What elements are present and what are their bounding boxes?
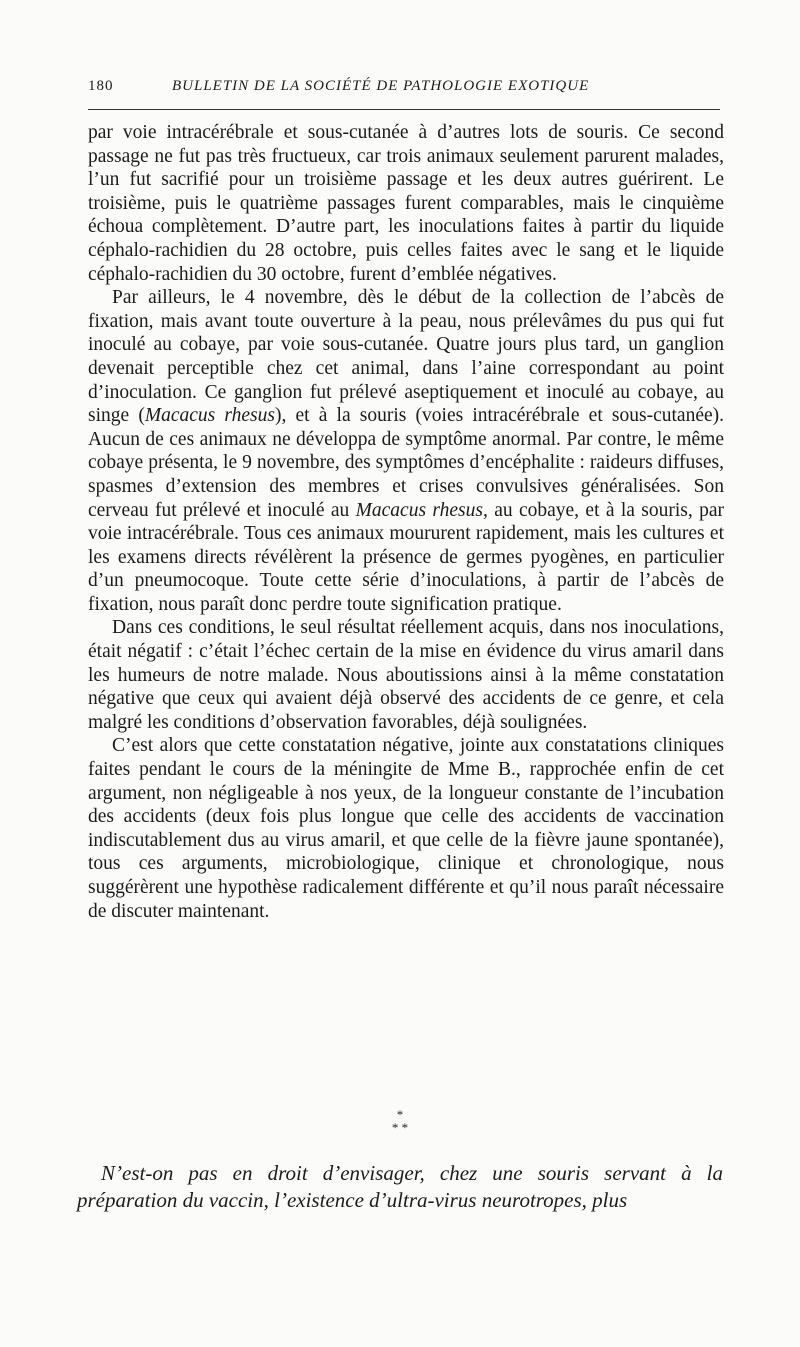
section-separator: [380, 1108, 420, 1134]
paragraph-1: par voie intracérébrale et sous-cutanée à d’autres lots de souris. Ce second passage ne fut pas très fructueux, car trois animaux seulement parurent malades, l’un fut sacrifié pour un troisième passage et les deux autres guérirent. Le troisième, puis le quatrième passages furent comparables, mais le cinquième échoua complètement. D’autre part, les inoculations faites à partir du liquide céphalo-rachidien du 28 octobre, puis celles faites avec le sang et le liquide céphalo-rachidien du 30 octobre, furent d’emblée négatives.: [88, 122, 724, 285]
paragraph-2-part-b: ), et à la souris (voies intracérébrale et sous-cutanée). Aucun de ces animaux ne développa de symptôme anormal. Par contre, le même cobaye présenta, le 9 novembre, des symptômes d’encéphalite : raideurs diffuses, spasmes d’extension des membres et crises convulsives généralisées. Son cerveau fut prélevé et inoculé au: [88, 405, 724, 521]
running-title: BULLETIN DE LA SOCIÉTÉ DE PATHOLOGIE EXOTIQUE: [172, 78, 590, 94]
header-rule: [88, 109, 720, 110]
separator-star-bottom: * *: [391, 1120, 409, 1135]
article-body: [88, 121, 724, 923]
paragraph-2-part-c: , au cobaye, et à la souris, par voie intracérébrale. Tous ces animaux moururent rapidement, mais les cultures et les examens directs révélèrent la présence de germes pyogènes, en particulier d’un pneumocoque. Toute cette série d’inoculations, à partir de l’abcès de fixation, nous paraît donc perdre toute signification pratique.: [88, 499, 724, 615]
italic-question-text: N’est-on pas en droit d’envisager, chez une souris servant à la préparation du vaccin, l’existence d’ultra-virus neurotropes, plus: [77, 1161, 723, 1212]
paragraph-3: Dans ces conditions, le seul résultat réellement acquis, dans nos inoculations, était négatif : c’était l’échec certain de la mise en évidence du virus amaril dans les humeurs de notre malade. Nous aboutissions ainsi à la même constatation négative que ceux qui avaient déjà observé des accidents de ce genre, et cela malgré les conditions d’observation favorables, déjà soulignées.: [88, 617, 724, 733]
paragraph-2-part-a: Par ailleurs, le 4 novembre, dès le début de la collection de l’abcès de fixation, mais avant toute ouverture à la peau, nous prélevâmes du pus qui fut inoculé au cobaye, par voie sous-cutanée. Quatre jours plus tard, un ganglion devenait perceptible chez cet animal, dans l’aine correspondant au point d’inoculation. Ce ganglion fut prélevé aseptiquement et inoculé au cobaye, au singe (: [88, 287, 724, 427]
separator-star-top: *: [396, 1107, 404, 1122]
page-number: 180: [88, 78, 114, 94]
paragraph-4: C’est alors que cette constatation négative, jointe aux constatations cliniques faites pendant le cours de la méningite de Mme B., rapprochée enfin de cet argument, non négligeable à nos yeux, de la longueur constante de l’incubation des accidents (deux fois plus longue que celle des accidents de vaccination indiscutablement dus au virus amaril, et que celle de la fièvre jaune spontanée), tous ces arguments, microbiologique, clinique et chronologique, nous suggérèrent une hypothèse radicalement différente et qu’il nous paraît nécessaire de discuter maintenant.: [88, 735, 724, 922]
paragraph-2: [88, 286, 724, 616]
italic-question: [77, 1160, 723, 1214]
species-name: Macacus rhesus: [355, 499, 483, 521]
species-name: Macacus rhesus: [144, 405, 275, 427]
